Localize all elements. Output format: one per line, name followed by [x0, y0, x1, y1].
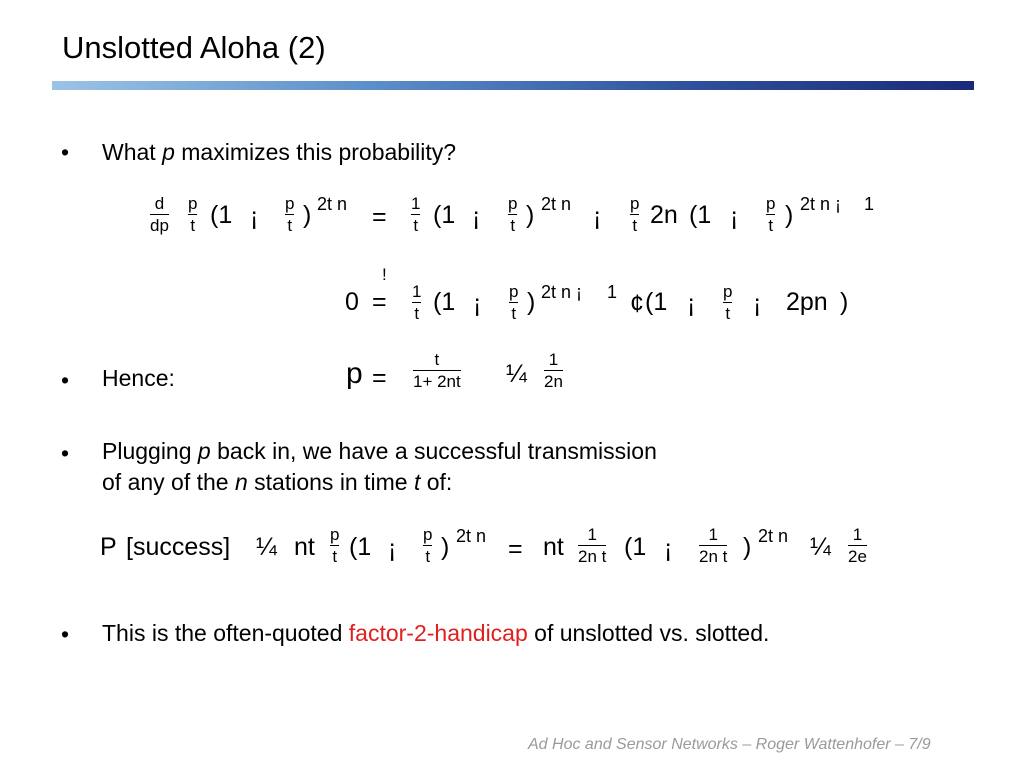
- p-over-t-fraction: p t: [630, 194, 640, 235]
- highlight-term: factor-2-handicap: [348, 620, 528, 646]
- p-over-t-fraction: p t: [423, 525, 433, 566]
- one-over-2n-fraction: 1 2n: [544, 350, 563, 391]
- p-over-t-fraction: p t: [508, 194, 518, 235]
- p-over-t-fraction: p t: [723, 282, 733, 323]
- one-over-2nt-fraction: 1 2n t: [699, 525, 728, 566]
- one-over-2nt-fraction: 1 2n t: [578, 525, 607, 566]
- p-over-t-fraction: p t: [766, 194, 776, 235]
- t-over-1-plus-2nt-fraction: t 1+ 2nt: [413, 350, 461, 391]
- bullet-3-line-1: Plugging p back in, we have a successful transmission: [102, 438, 657, 464]
- slide-footer: Ad Hoc and Sensor Networks – Roger Wattenhofer – 7/9: [528, 736, 931, 753]
- slide-title: Unslotted Aloha (2): [62, 30, 326, 65]
- bullet-2-marker: •: [61, 367, 70, 393]
- p-over-t-fraction: p t: [188, 194, 198, 235]
- bullet-4-text: This is the often-quoted factor-2-handicap of unslotted vs. slotted.: [102, 620, 770, 646]
- bullet-1-marker: •: [61, 139, 70, 165]
- bullet-2-text: Hence:: [102, 365, 175, 391]
- bullet-4-marker: •: [61, 621, 70, 647]
- one-over-t-fraction: 1 t: [412, 282, 422, 323]
- p-over-t-fraction: p t: [509, 282, 519, 323]
- title-underline-bar: [52, 81, 974, 90]
- bullet-3-marker: •: [61, 440, 70, 466]
- p-over-t-fraction: p t: [285, 194, 295, 235]
- d-dp-fraction: d dp: [150, 194, 169, 235]
- bullet-3-line-2: of any of the n stations in time t of:: [102, 469, 453, 495]
- p-over-t-fraction: p t: [330, 525, 340, 566]
- bullet-1-text: What p maximizes this probability?: [102, 139, 457, 165]
- one-over-2e-fraction: 1 2e: [848, 525, 867, 566]
- one-over-t-fraction: 1 t: [411, 194, 421, 235]
